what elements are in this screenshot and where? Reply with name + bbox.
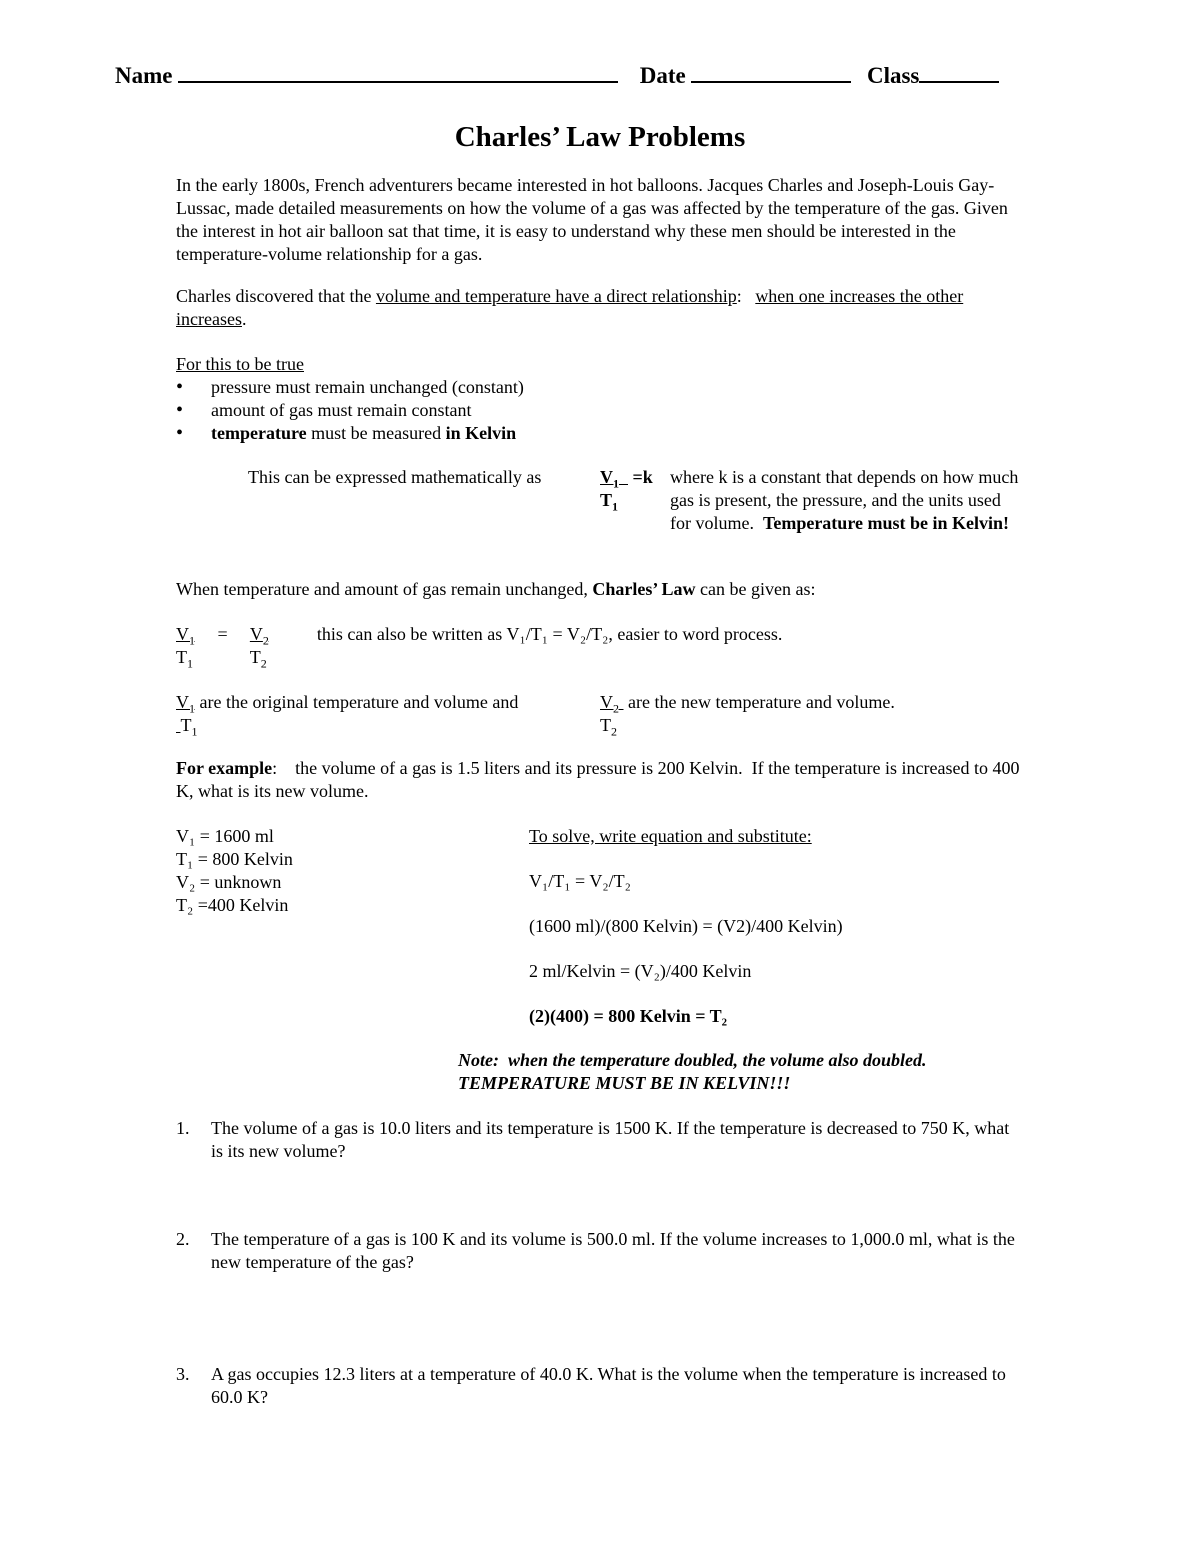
law-equation: $V_1 = V_2$ this can also be written as V₁/T₁ = V₂/T₂, easier to word process. $T_1$ $T_2$ [176, 624, 783, 671]
list-item: V₂ = unknown [176, 872, 282, 892]
solution-step: V₁/T₁ = V₂/T₂ [529, 871, 631, 891]
increase-text: when one increases the other increases [176, 286, 964, 329]
list-item: T₁ = 800 Kelvin [176, 849, 293, 869]
solution-result: (2)(400) = 800 Kelvin = T₂ [529, 1006, 728, 1026]
math-fraction: $V_1 =k$ $T_1$ [600, 467, 653, 514]
list-item: • amount of gas must remain constant [176, 399, 1026, 422]
relationship-text: volume and temperature have a direct relationship [375, 286, 737, 306]
date-field[interactable] [691, 80, 851, 83]
name-label: Name [115, 63, 173, 88]
solution-step: (1600 ml)/(800 Kelvin) = (V2)/400 Kelvin) [529, 916, 843, 936]
list-item: T₂ =400 Kelvin [176, 895, 289, 915]
math-lead: This can be expressed mathematically as [248, 467, 542, 487]
law-intro: When temperature and amount of gas remain unchanged, Charles’ Law can be given as: [176, 579, 816, 599]
name-field[interactable] [178, 80, 618, 83]
list-item: V₁ = 1600 ml [176, 826, 274, 846]
worksheet-header [115, 64, 999, 87]
new-values: $V_2$ are the new temperature and volume. $T_2$ [600, 692, 895, 739]
class-field[interactable] [919, 80, 999, 83]
original-values: $V_1$ are the original temperature and volume and $T_1$ [176, 692, 519, 739]
conditions-section [176, 353, 1026, 445]
solution-step: 2 ml/Kelvin = (V₂)/400 Kelvin [529, 961, 752, 981]
date-label: Date [639, 63, 686, 88]
conditions-list [176, 376, 1026, 445]
conditions-heading: For this to be true [176, 354, 304, 374]
law-note: this can also be written as V₁/T₁ = V₂/T₂, easier to word process. [316, 624, 783, 644]
solution-heading: To solve, write equation and substitute: [529, 826, 812, 846]
note-box: Note: when the temperature doubled, the volume also doubled. TEMPERATURE MUST BE IN KELVIN!!! [458, 1050, 927, 1093]
given-values [176, 825, 293, 917]
class-label: Class [866, 63, 920, 88]
question-item: 2. The temperature of a gas is 100 K and its volume is 500.0 ml. If the volume increases to 1,000.0 ml, what is the new temperature of the gas? [176, 1229, 1015, 1272]
questions-list [176, 1117, 1016, 1409]
question-item: 3. A gas occupies 12.3 liters at a temperature of 40.0 K. What is the volume when the temperature is increased to 60.0 K? [176, 1364, 1006, 1407]
example-paragraph: For example: the volume of a gas is 1.5 liters and its pressure is 200 Kelvin. If the temperature is increased to 400 K, what is its new volume. [176, 758, 1024, 801]
list-item: • temperature must be measured in Kelvin [176, 422, 1026, 445]
discovery-paragraph: Charles discovered that the volume and temperature have a direct relationship: when one increases the other increases. [176, 286, 964, 329]
solution-steps [529, 825, 843, 1028]
page-title: Charles’ Law Problems [454, 121, 746, 153]
list-item: • pressure must remain unchanged (constant) [176, 376, 1026, 399]
intro-paragraph: In the early 1800s, French adventurers became interested in hot balloons. Jacques Charles and Joseph-Louis Gay-Lussac, made detailed measurements on how the volume of a gas was affected by the temperature of the gas. Given the interest in hot air balloon sat that time, it is easy to understand why these men should be interested in the temperature-volume relationship for a gas. [176, 175, 1008, 264]
math-description: where k is a constant that depends on how much gas is present, the pressure, and the units used for volume. Temperature must be in Kelvin! [670, 467, 1019, 533]
question-item: 1. The volume of a gas is 10.0 liters and its temperature is 1500 K. If the temperature is decreased to 750 K, what is its new volume? [176, 1118, 1010, 1161]
